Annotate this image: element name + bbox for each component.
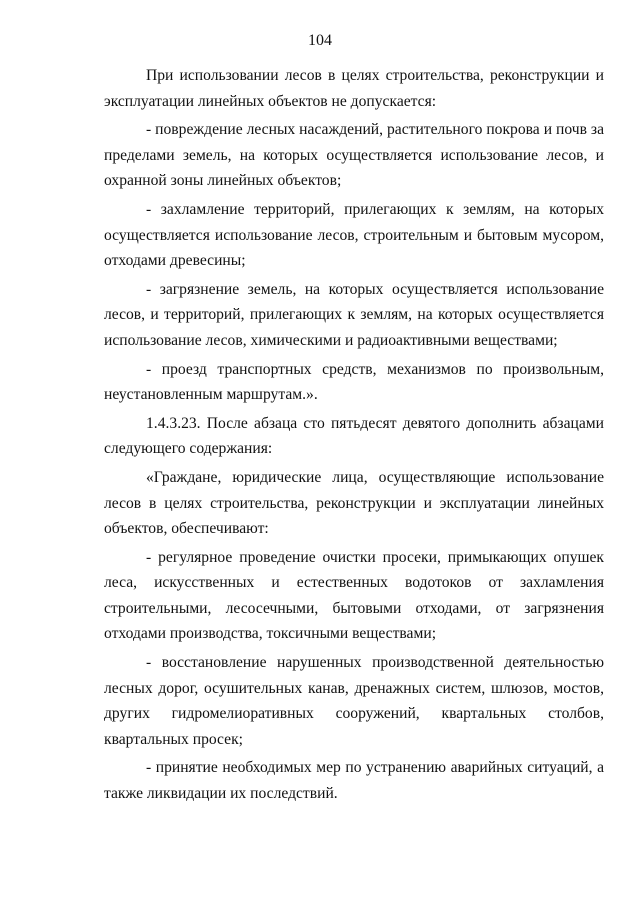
document-body bbox=[104, 63, 604, 807]
page-number: 104 bbox=[308, 32, 332, 49]
paragraph-item: - принятие необходимых мер по устранению аварийных ситуаций, а также ликвидации их последствий. bbox=[104, 759, 604, 803]
paragraph-quote-intro: «Граждане, юридические лица, осуществляющие использование лесов в целях строительства, реконструкции и эксплуатации линейных объектов, обеспечивают: bbox=[104, 468, 604, 538]
paragraph-item: - загрязнение земель, на которых осуществляется использование лесов, и территорий, прилегающих к землям, на которых осуществляется использование лесов, химическими и радиоактивными веществами; bbox=[104, 280, 604, 349]
paragraph-item: - восстановление нарушенных производственной деятельностью лесных дорог, осушительных канав, дренажных систем, шлюзов, мостов, других гидромелиоративных сооружений, квартальных столбов, квартальных просек; bbox=[104, 654, 604, 748]
paragraph-intro: При использовании лесов в целях строительства, реконструкции и эксплуатации линейных объектов не допускается: bbox=[104, 67, 604, 110]
paragraph-item: - проезд транспортных средств, механизмов по произвольным, неустановленным маршрутам.». bbox=[104, 360, 604, 404]
paragraph-item: - регулярное проведение очистки просеки, примыкающих опушек леса, искусственных и естественных водотоков от захламления строительными, лесосечными, бытовыми отходами, от загрязнения отходами производства, токсичными веществами; bbox=[104, 548, 604, 643]
paragraph-amendment: 1.4.3.23. После абзаца сто пятьдесят девятого дополнить абзацами следующего содержания: bbox=[104, 414, 604, 458]
paragraph-item: - повреждение лесных насаждений, растительного покрова и почв за пределами земель, на которых осуществляется использование лесов, и охранной зоны линейных объектов; bbox=[104, 121, 604, 190]
paragraph-item: - захламление территорий, прилегающих к землям, на которых осуществляется использование лесов, строительным и бытовым мусором, отходами древесины; bbox=[104, 200, 604, 270]
